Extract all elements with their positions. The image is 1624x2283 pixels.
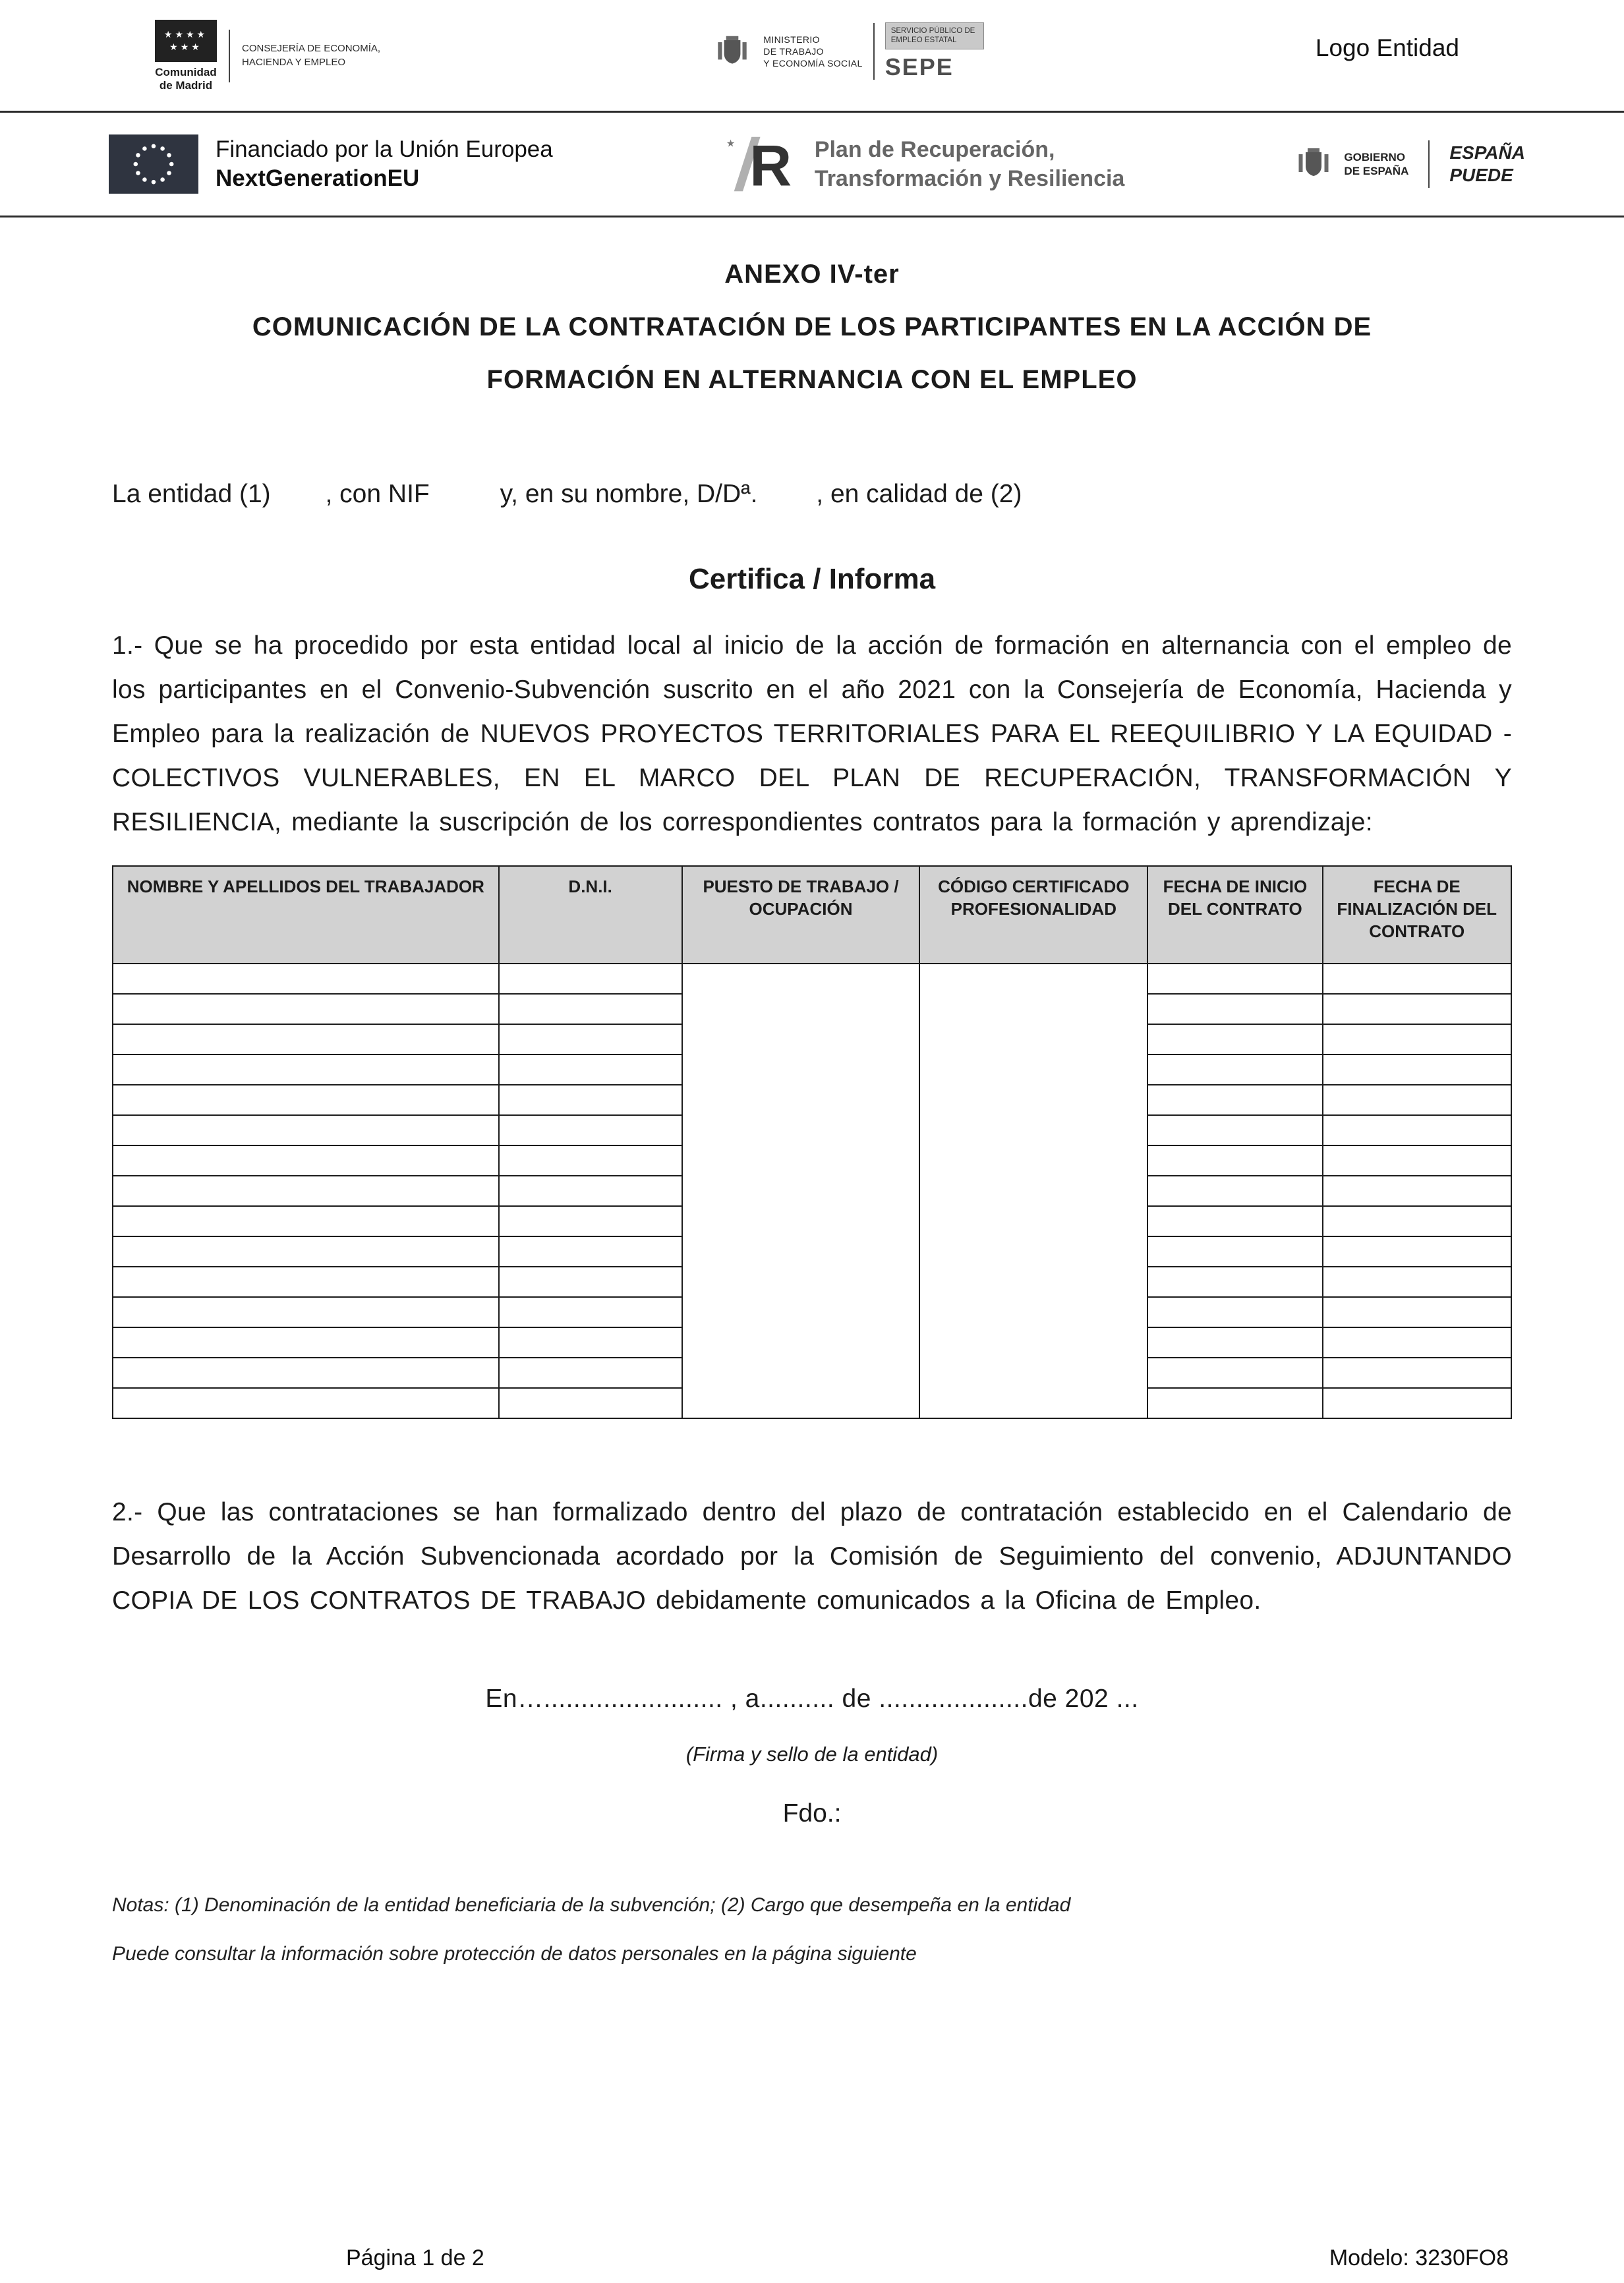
consejeria-line2: HACIENDA Y EMPLEO [242, 56, 346, 68]
table-cell-empty [1323, 1024, 1512, 1055]
table-cell-empty [1323, 1358, 1512, 1388]
table-cell-empty [1323, 1055, 1512, 1085]
table-cell-empty [113, 1358, 499, 1388]
notes [112, 1894, 1512, 1965]
ministerio-line1: MINISTERIO [763, 34, 820, 45]
table-cell-empty [1147, 1236, 1322, 1267]
table-cell-empty [1147, 1358, 1322, 1388]
table-cell-empty [113, 1388, 499, 1418]
table-cell-empty [499, 1055, 682, 1085]
gobierno-crest-icon [1294, 144, 1333, 184]
madrid-stars-row-bottom: ★★★ [169, 42, 202, 52]
madrid-flag-column [155, 20, 217, 92]
nombre-label: y, en su nombre, D/Dª. [500, 480, 758, 508]
col-header-codigo: CÓDIGO CERTIFICADO PROFESIONALIDAD [919, 866, 1147, 964]
sepe-small-label: SERVICIO PÚBLICO DE EMPLEO ESTATAL [885, 22, 984, 49]
table-cell-empty [1147, 1327, 1322, 1358]
col-header-fecha-inicio: FECHA DE INICIO DEL CONTRATO [1147, 866, 1322, 964]
paragraph-2: 2.- Que las contrataciones se han formalizado dentro del plazo de contratación establecido en el Calendario de Desarrollo de la Acción Subvencionada acordado por la Comisión de Seguimiento del convenio, ADJUNTANDO COPIA DE LOS CONTRATOS DE TRABAJO debidamente comunicados a la Oficina de Empleo. [112, 1498, 1512, 1615]
comunidad-madrid-logo [155, 20, 380, 92]
gobierno-line2: DE ESPAÑA [1344, 165, 1409, 177]
col-header-nombre: NOMBRE Y APELLIDOS DEL TRABAJADOR [113, 866, 499, 964]
table-cell-empty [1323, 1145, 1512, 1176]
table-cell-empty [1323, 1236, 1512, 1267]
table-cell-empty [1147, 1024, 1322, 1055]
table-cell-empty [499, 994, 682, 1024]
eu-funding-line1: Financiado por la Unión Europea [216, 136, 553, 162]
madrid-divider [229, 30, 230, 82]
entity-label: La entidad (1) [112, 480, 271, 508]
table-cell-empty [1147, 1085, 1322, 1115]
table-cell-empty [499, 1297, 682, 1327]
table-cell-empty [499, 1388, 682, 1418]
plan-line2: Transformación y Resiliencia [814, 166, 1125, 191]
madrid-flag-icon [155, 20, 217, 62]
espana-puede-line1: ESPAÑA [1449, 142, 1525, 163]
form-content [0, 248, 1624, 1965]
table-cell-empty [113, 994, 499, 1024]
form-title [112, 248, 1512, 406]
table-cell-empty [919, 964, 1147, 1418]
tr-plan-icon [722, 132, 800, 196]
svg-text:★: ★ [726, 138, 735, 150]
ministerio-line2: DE TRABAJO [763, 46, 824, 57]
gobierno-divider [1428, 140, 1430, 188]
table-cell-empty [1147, 1055, 1322, 1085]
gobierno-espana-label [1344, 150, 1408, 179]
table-cell-empty [499, 1176, 682, 1206]
table-cell-empty [1323, 1085, 1512, 1115]
table-cell-empty [1323, 964, 1512, 994]
table-cell-empty [1147, 1176, 1322, 1206]
fdo-label: Fdo.: [782, 1799, 842, 1828]
table-cell-empty [499, 1327, 682, 1358]
plan-recuperacion-logo [722, 132, 1125, 196]
table-cell-empty [113, 1206, 499, 1236]
page-footer [0, 2245, 1624, 2271]
madrid-name-label [155, 66, 217, 92]
table-cell-empty [499, 1145, 682, 1176]
table-cell-empty [499, 1085, 682, 1115]
table-cell-empty [1147, 1115, 1322, 1145]
table-cell-empty [1323, 1297, 1512, 1327]
table-cell-empty [499, 1236, 682, 1267]
table-cell-empty [1323, 1267, 1512, 1297]
table-cell-empty [499, 1267, 682, 1297]
table-cell-empty [113, 1024, 499, 1055]
col-header-fecha-fin: FECHA DE FINALIZACIÓN DEL CONTRATO [1323, 866, 1512, 964]
certifica-heading: Certifica / Informa [688, 563, 936, 595]
table-cell-empty [1323, 1115, 1512, 1145]
nif-label: , con NIF [325, 480, 430, 508]
workers-table [112, 865, 1512, 1419]
gobierno-espana-logo [1294, 140, 1525, 188]
col-header-puesto: PUESTO DE TRABAJO / OCUPACIÓN [682, 866, 920, 964]
espana-puede-logo [1449, 142, 1525, 186]
main-title-line2: FORMACIÓN EN ALTERNANCIA CON EL EMPLEO [486, 365, 1138, 394]
svg-text:R: R [749, 132, 792, 196]
eu-funding-line2: NextGenerationEU [216, 165, 420, 191]
ministerio-divider [873, 23, 875, 80]
table-cell-empty [113, 1327, 499, 1358]
table-cell-empty [499, 964, 682, 994]
plan-line1: Plan de Recuperación, [814, 136, 1055, 162]
table-cell-empty [1323, 1206, 1512, 1236]
madrid-name-line2: de Madrid [159, 78, 213, 92]
table-cell-empty [1147, 1267, 1322, 1297]
eu-flag-icon [109, 134, 198, 194]
table-cell-empty [1323, 1176, 1512, 1206]
main-title-line1: COMUNICACIÓN DE LA CONTRATACIÓN DE LOS PARTICIPANTES EN LA ACCIÓN DE [252, 312, 1372, 341]
table-cell-empty [113, 1085, 499, 1115]
table-cell-empty [1147, 964, 1322, 994]
top-header [0, 0, 1624, 111]
sepe-label: SEPE [884, 53, 954, 80]
table-cell-empty [113, 1267, 499, 1297]
page-number: Página 1 de 2 [346, 2245, 484, 2270]
table-cell-empty [1147, 1206, 1322, 1236]
table-cell-empty [113, 1297, 499, 1327]
ministerio-sepe-logo [712, 22, 983, 81]
consejeria-label [242, 42, 380, 69]
madrid-name-line1: Comunidad [155, 66, 217, 78]
espana-puede-line2: PUEDE [1449, 165, 1513, 185]
table-cell-empty [113, 1145, 499, 1176]
plan-recuperacion-label [815, 135, 1125, 193]
model-number: Modelo: 3230FO8 [1329, 2245, 1509, 2270]
sepe-logo [885, 22, 984, 81]
table-cell-empty [113, 1055, 499, 1085]
table-row [113, 964, 1511, 994]
table-cell-empty [1147, 1388, 1322, 1418]
note-1: Notas: (1) Denominación de la entidad beneficiaria de la subvención; (2) Cargo que desempeña en la entidad [112, 1894, 1071, 1916]
eu-funding-label [216, 136, 553, 192]
funding-band [0, 111, 1624, 217]
ministerio-line3: Y ECONOMÍA SOCIAL [763, 58, 863, 69]
table-cell-empty [499, 1115, 682, 1145]
header-row [113, 866, 1511, 964]
note-2: Puede consultar la información sobre protección de datos personales en la página siguiente [112, 1943, 917, 1965]
logo-entidad-placeholder: Logo Entidad [1315, 34, 1459, 61]
calidad-label: , en calidad de (2) [816, 480, 1022, 508]
paragraph-1: 1.- Que se ha procedido por esta entidad local al inicio de la acción de formación en alternancia con el empleo de los participantes en el Convenio-Subvención suscrito en el año 2021 con la Consejería de Economía, Hacienda y Empleo para la realización de NUEVOS PROYECTOS TERRITORIALES PARA EL REEQUILIBRIO Y LA EQUIDAD - COLECTIVOS VULNERABLES, EN EL MARCO DEL PLAN DE RECUPERACIÓN, TRANSFORMACIÓN Y RESILIENCIA, mediante la suscripción de los correspondientes contratos para la formación y aprendizaje: [112, 631, 1512, 836]
table-cell-empty [499, 1024, 682, 1055]
eu-funding-logo [109, 134, 553, 194]
table-cell-empty [1147, 994, 1322, 1024]
table-cell-empty [113, 964, 499, 994]
table-cell-empty [1147, 1145, 1322, 1176]
madrid-stars-row-top: ★★★★ [163, 29, 208, 40]
table-cell-empty [1323, 994, 1512, 1024]
col-header-dni: D.N.I. [499, 866, 682, 964]
table-body [113, 964, 1511, 1418]
entity-line [112, 480, 1512, 509]
table-cell-empty [499, 1206, 682, 1236]
table-cell-empty [499, 1358, 682, 1388]
ministerio-crest-icon [712, 31, 753, 72]
table-cell-empty [682, 964, 920, 1418]
table-cell-empty [113, 1236, 499, 1267]
table-cell-empty [113, 1115, 499, 1145]
table-cell-empty [113, 1176, 499, 1206]
gobierno-line1: GOBIERNO [1344, 150, 1405, 163]
ministerio-label [763, 34, 862, 70]
anexo-title: ANEXO IV-ter [724, 260, 900, 289]
date-line: En…........................ , a.......... de ....................de 202 ... [485, 1685, 1139, 1713]
table-cell-empty [1323, 1327, 1512, 1358]
table-cell-empty [1147, 1297, 1322, 1327]
workers-table-header [113, 866, 1511, 964]
table-cell-empty [1323, 1388, 1512, 1418]
consejeria-line1: CONSEJERÍA DE ECONOMÍA, [242, 43, 381, 55]
firma-label: (Firma y sello de la entidad) [685, 1743, 939, 1766]
